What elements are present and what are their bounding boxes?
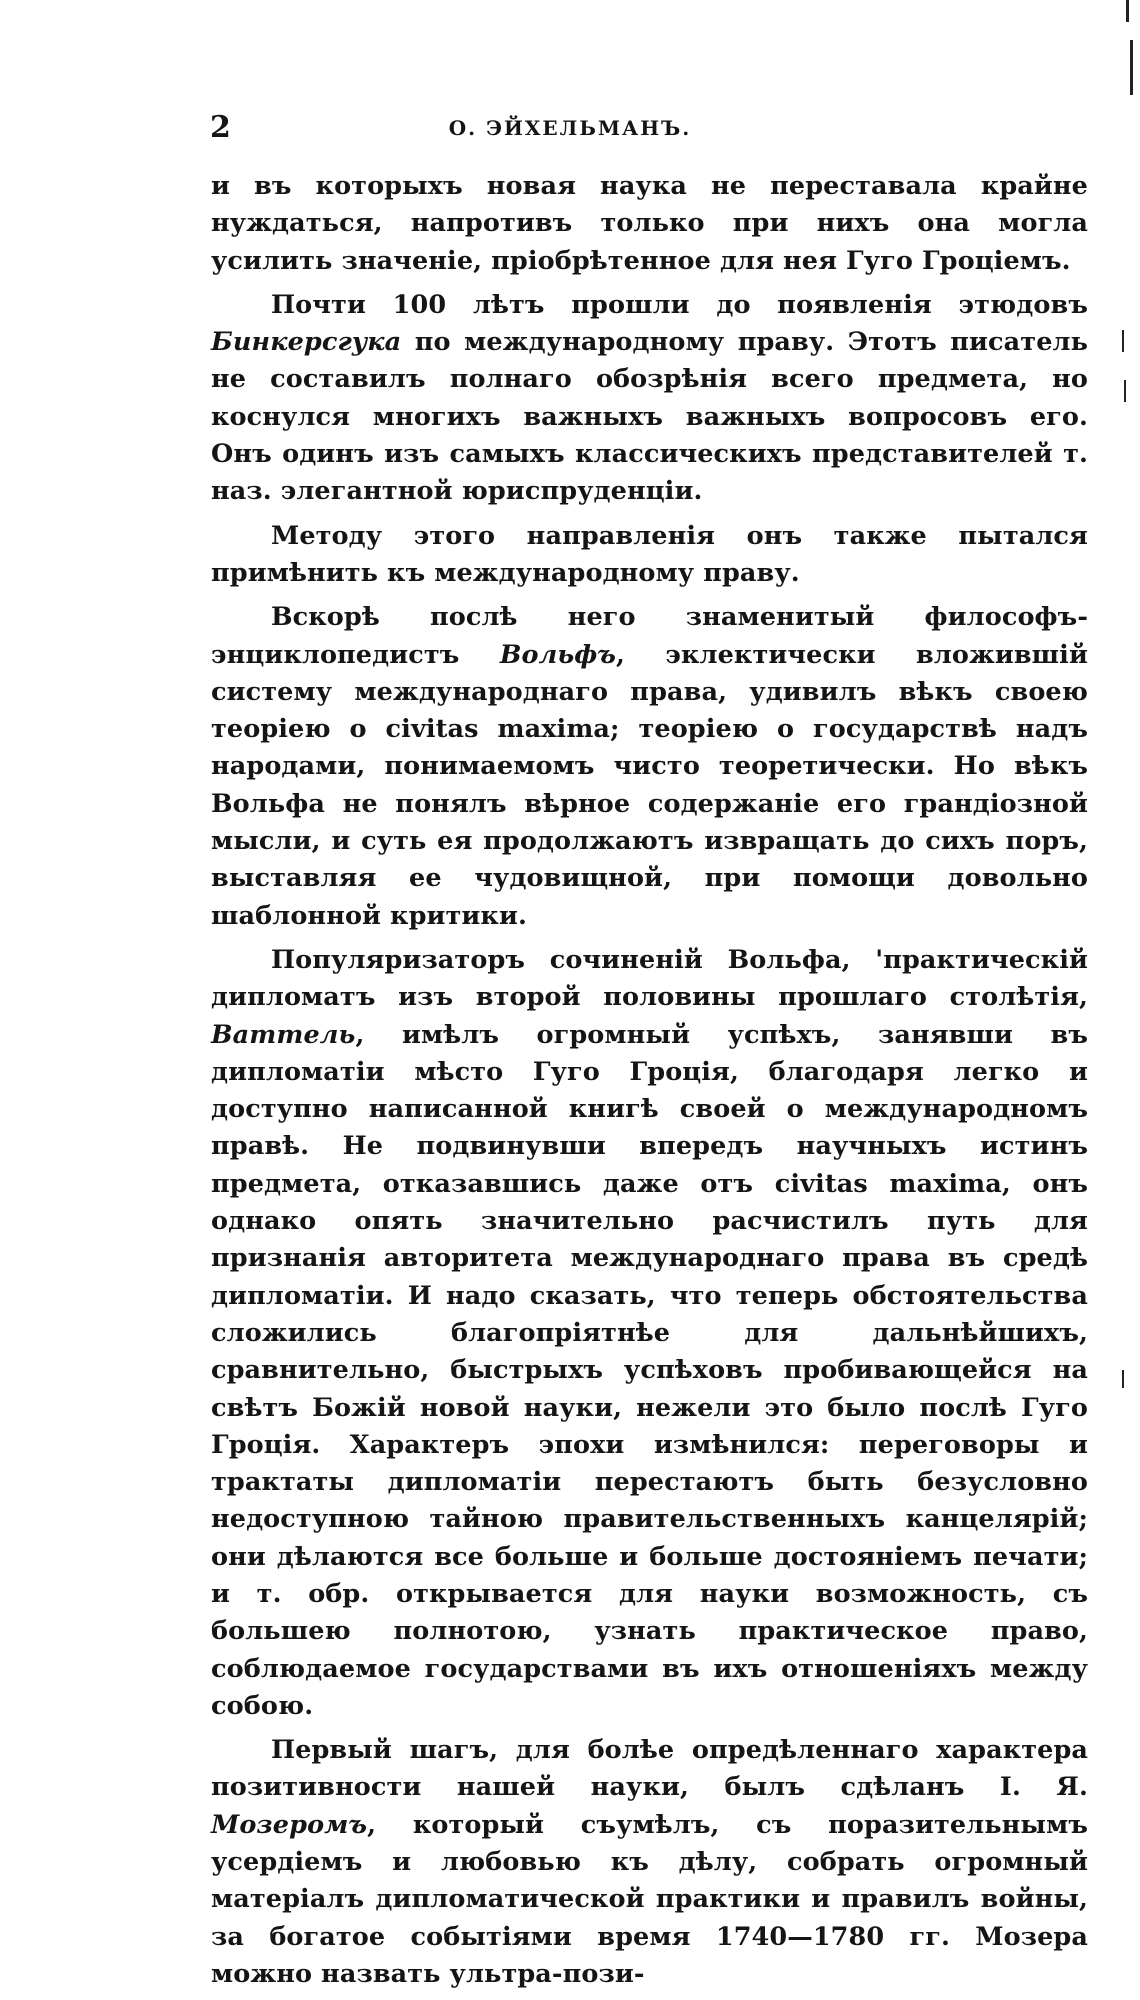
paragraph [211, 518, 1088, 593]
scan-edge-mark [1130, 40, 1133, 95]
running-head [0, 108, 1140, 148]
paragraph-text: , эклектически вложившій систему международнаго права, удивилъ вѣкъ своею теоріею о civitas maxima; теоріею о государствѣ надъ народами, понимаемомъ чисто теоретически. Но вѣкъ Вольфа не понялъ вѣрное содержаніе его грандіозной мысли, и суть ея продолжаютъ извращать до сихъ поръ, выставляя ее чудовищной, при помощи довольно шаблонной критики. [211, 639, 1088, 931]
paragraph-text: по международному праву. Этотъ писатель не составилъ полнаго обозрѣнія всего предмета, но коснулся многихъ важныхъ важныхъ вопросовъ его. Онъ одинъ изъ самыхъ классическихъ представителей т. наз. элегантной юриспруденціи. [211, 327, 1088, 507]
paragraph [211, 1732, 1088, 1993]
italic-name: Мозеромъ [211, 1809, 368, 1840]
scan-edge-mark [1122, 330, 1124, 352]
paragraph-text: , имѣлъ огромный успѣхъ, занявши въ дипломатіи мѣсто Гуго Гроція, благодаря легко и доступно написанной книгѣ своей о международномъ правѣ. Не подвинувши впередъ научныхъ истинъ предмета, отказавшись даже отъ civitas maxima, онъ однако опять значительно расчистилъ путь для признанія авторитета международнаго права въ средѣ дипломатіи. И надо сказать, что теперь обстоятельства сложились благопріятнѣе для дальнѣйшихъ, сравнительно, быстрыхъ успѣховъ пробивающейся на свѣтъ Божій новой науки, нежели это было послѣ Гуго Гроція. Характеръ эпохи измѣнился: переговоры и трактаты дипломатіи перестаютъ быть безусловно недоступною тайною правительственныхъ канцелярій; они дѣлаются все больше и больше достояніемъ печати; и т. обр. открывается для науки возможность, съ большею полнотою, узнать практическое право, соблюдаемое государствами въ ихъ отношеніяхъ между собою. [211, 1019, 1088, 1721]
paragraph [211, 942, 1088, 1725]
italic-name: Бинкерсгука [211, 327, 402, 358]
paragraph-text: Вскорѣ послѣ него знаменитый философъ-энциклопедистъ [211, 602, 1088, 670]
scan-edge-mark [1124, 380, 1126, 402]
scan-edge-mark [1122, 1370, 1124, 1388]
paragraph-text: , который съумѣлъ, съ поразительнымъ усердіемъ и любовью къ дѣлу, собрать огромный матеріалъ дипломатической практики и правилъ войны, за богатое событіями время 1740—1780 гг. Мозера можно назвать ультра-пози- [211, 1809, 1088, 1989]
paragraph-text: и въ которыхъ новая наука не переставала крайне нуждаться, напротивъ только при нихъ она могла усилить значеніе, пріобрѣтенное для нея Гуго Гроціемъ. [211, 171, 1088, 276]
paragraph [211, 599, 1088, 935]
paragraph-text: Первый шагъ, для болѣе опредѣленнаго характера позитивности нашей науки, былъ сдѣланъ І. Я. [211, 1735, 1088, 1803]
page-number: 2 [210, 110, 231, 145]
italic-name: Вольфъ [499, 639, 617, 670]
scan-edge-mark [1126, 0, 1129, 22]
paragraph [211, 168, 1088, 280]
paragraph-text: Почти 100 лѣтъ прошли до появленія этюдовъ [271, 289, 1088, 320]
paragraph [211, 287, 1088, 511]
italic-name: Ваттель [211, 1019, 356, 1050]
paragraph-text: Методу этого направленія онъ также пытался примѣнить къ международному праву. [211, 520, 1088, 588]
running-head-author: О. ЭЙХЕЛЬМАНЪ. [448, 116, 692, 140]
paragraph-text: Популяризаторъ сочиненій Вольфа, 'практическій дипломатъ изъ второй половины прошлаго столѣтія, [211, 944, 1088, 1013]
body-text [211, 168, 1088, 2000]
